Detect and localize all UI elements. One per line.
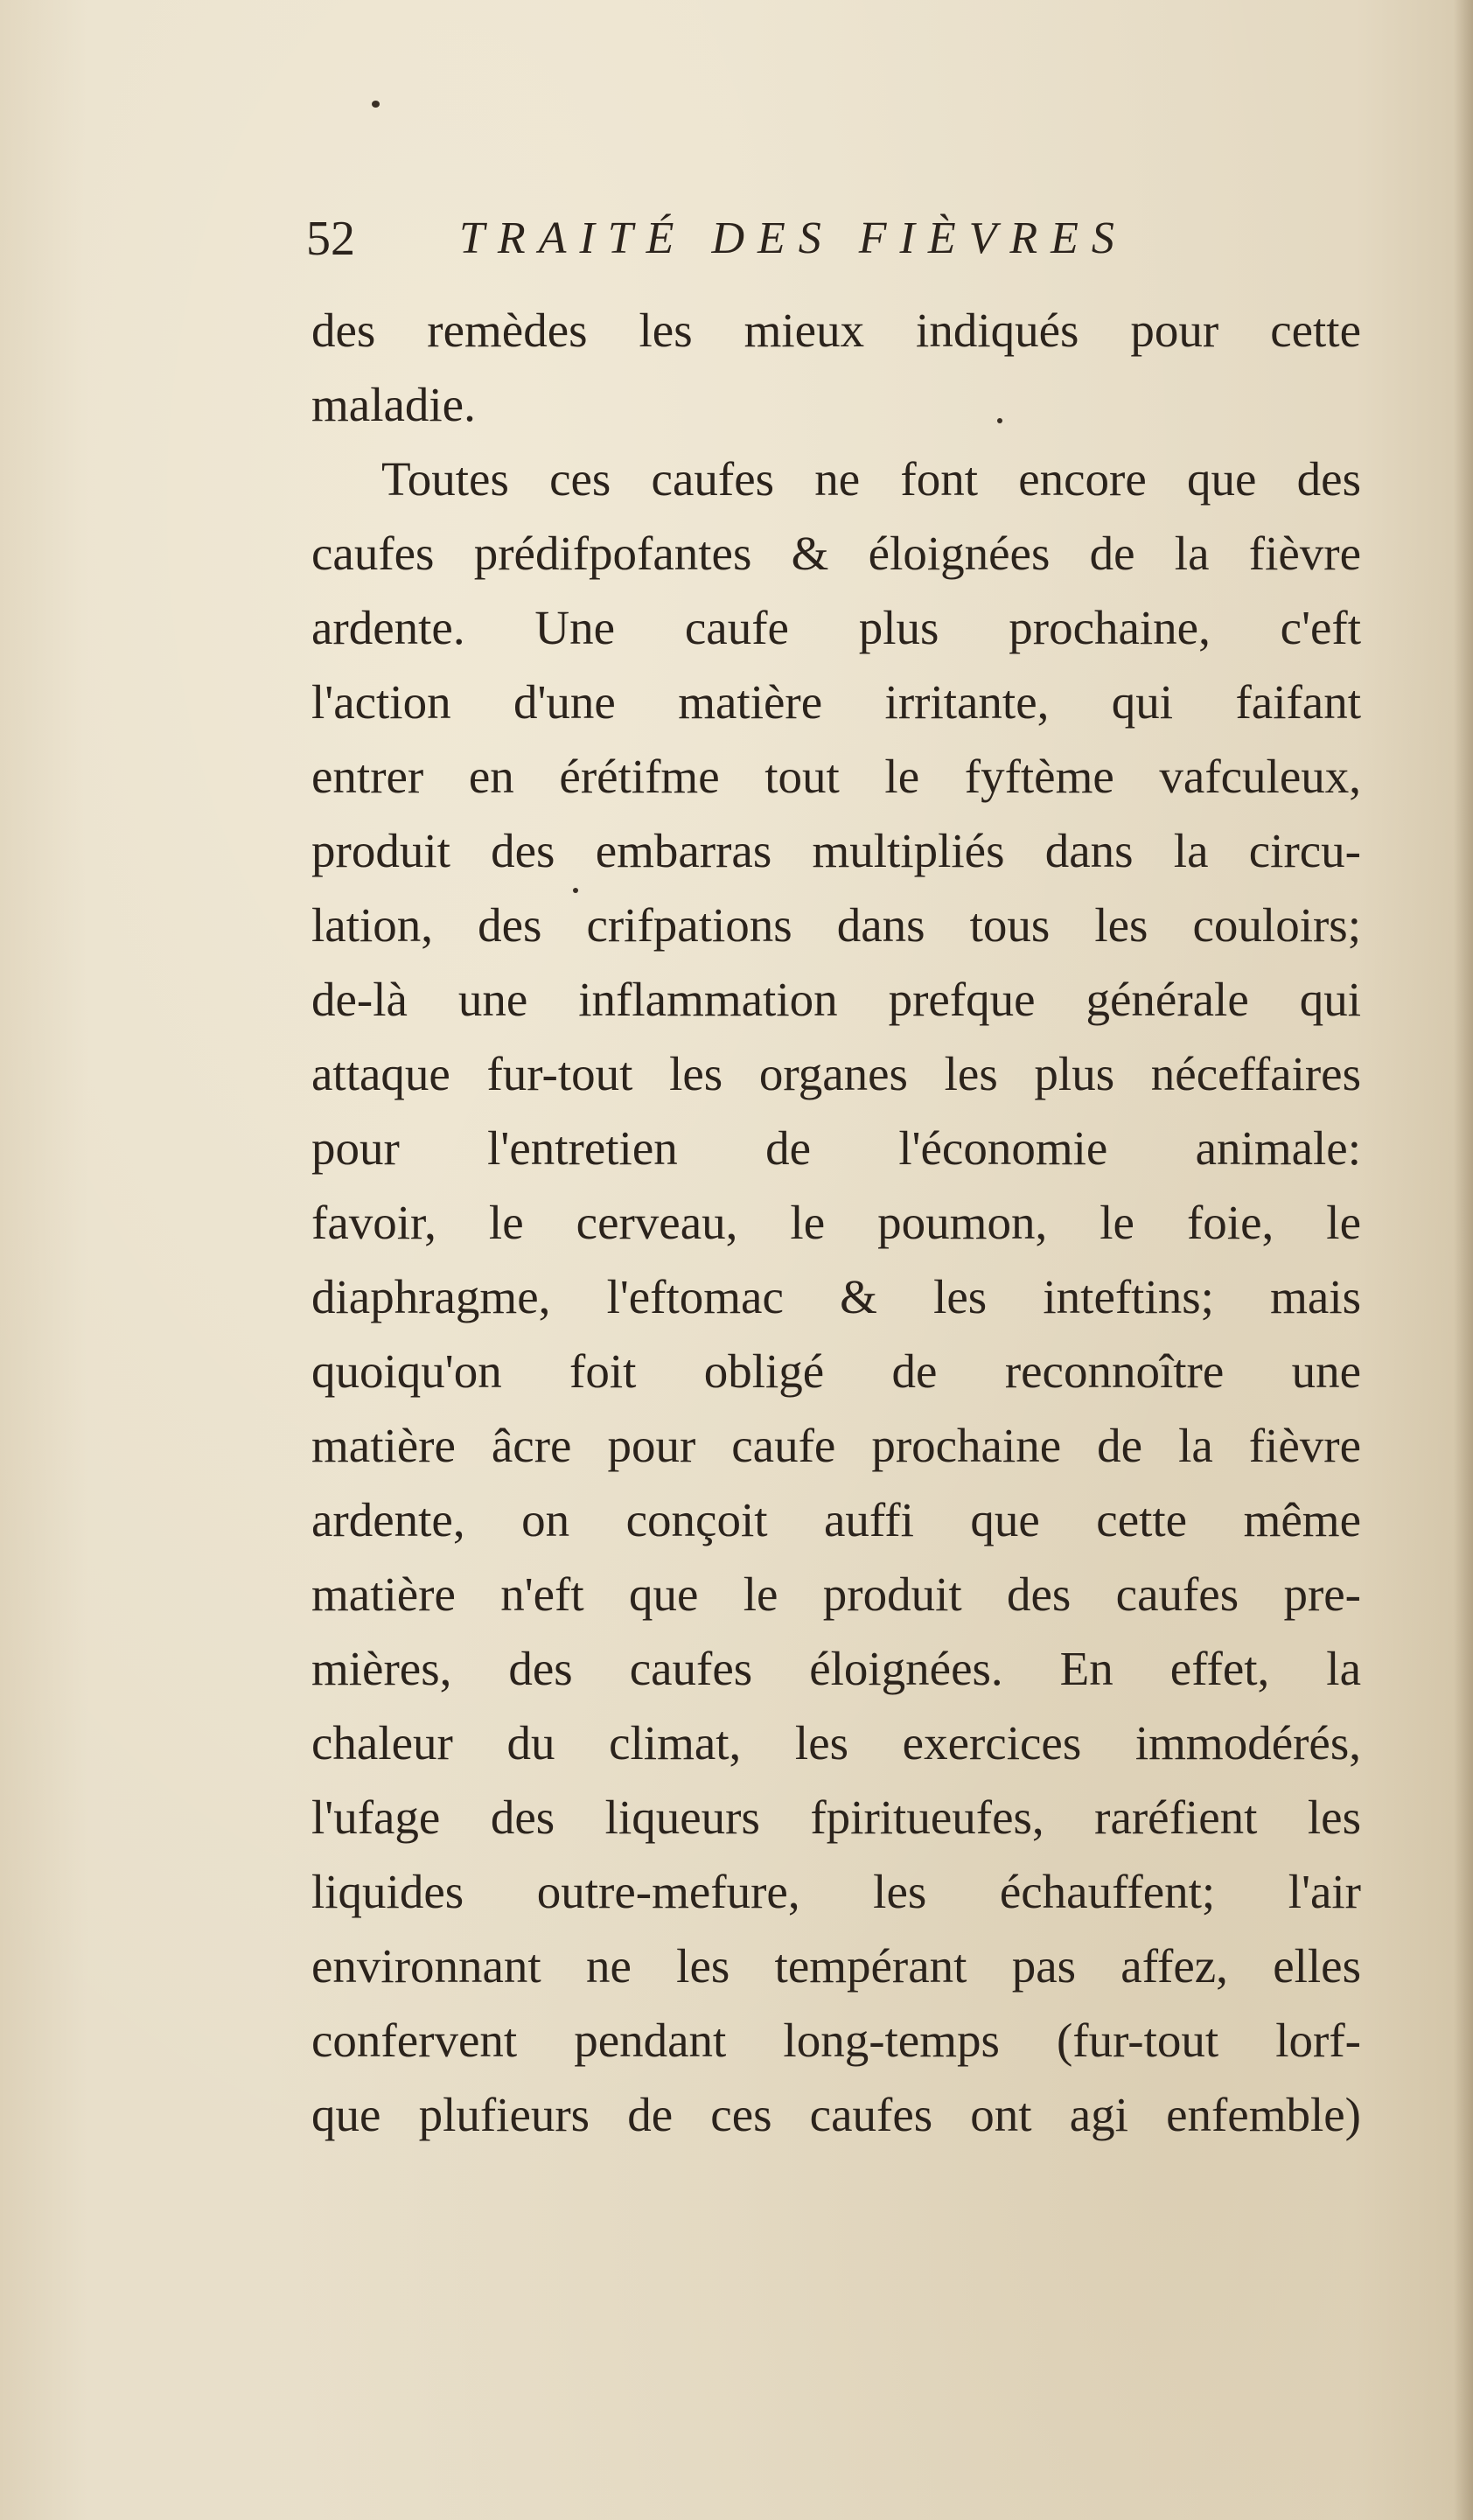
text-line: Toutes ces caufes ne font encore que des (381, 452, 1361, 506)
running-header (306, 208, 1233, 269)
text-line: quoiqu'on foit obligé de reconnoître une (311, 1344, 1361, 1398)
text-line: matière n'eft que le produit des caufes pre- (311, 1567, 1361, 1621)
text-line: caufes prédifpofantes & éloignées de la fièvre (311, 527, 1361, 580)
text-line: liquides outre-mefure, les échauffent; l'air (311, 1865, 1361, 1918)
text-line: l'action d'une matière irritante, qui faifant (311, 675, 1361, 729)
text-line: diaphragme, l'eftomac & les inteftins; mais (311, 1270, 1361, 1323)
text-line: de-là une inflammation prefque générale qui (311, 973, 1361, 1026)
text-line: favoir, le cerveau, le poumon, le foie, le (311, 1196, 1361, 1249)
text-line: ardente, on conçoit auffi que cette même (311, 1493, 1361, 1546)
ink-speck (372, 101, 380, 108)
text-line: maladie. (311, 378, 476, 431)
text-line: que plufieurs de ces caufes ont agi enfemble) (311, 2088, 1361, 2141)
text-line: lation, des crifpations dans tous les couloirs; (311, 898, 1361, 952)
text-line: mières, des caufes éloignées. En effet, la (311, 1642, 1361, 1695)
page-gutter-shadow (1454, 0, 1473, 2520)
body-text (311, 293, 1361, 2152)
text-line: ardente. Une caufe plus prochaine, c'eft (311, 601, 1361, 654)
text-line: confervent pendant long-temps (fur-tout lorf- (311, 2014, 1361, 2067)
text-line: attaque fur-tout les organes les plus néceffaires (311, 1047, 1361, 1100)
text-line: matière âcre pour caufe prochaine de la fièvre (311, 1419, 1361, 1472)
running-title: TRAITÉ DES FIÈVRES (459, 213, 1127, 263)
text-line: produit des embarras multipliés dans la circu- (311, 824, 1361, 877)
text-line: environnant ne les tempérant pas affez, elles (311, 1939, 1361, 1993)
text-line: des remèdes les mieux indiqués pour cette (311, 304, 1361, 357)
text-line: pour l'entretien de l'économie animale: (311, 1121, 1361, 1175)
text-line: entrer en érétifme tout le fyftème vafculeux, (311, 750, 1361, 803)
page-number: 52 (306, 212, 355, 266)
text-line: l'ufage des liqueurs fpiritueufes, raréfient les (311, 1791, 1361, 1844)
text-line: chaleur du climat, les exercices immodérés, (311, 1716, 1361, 1770)
